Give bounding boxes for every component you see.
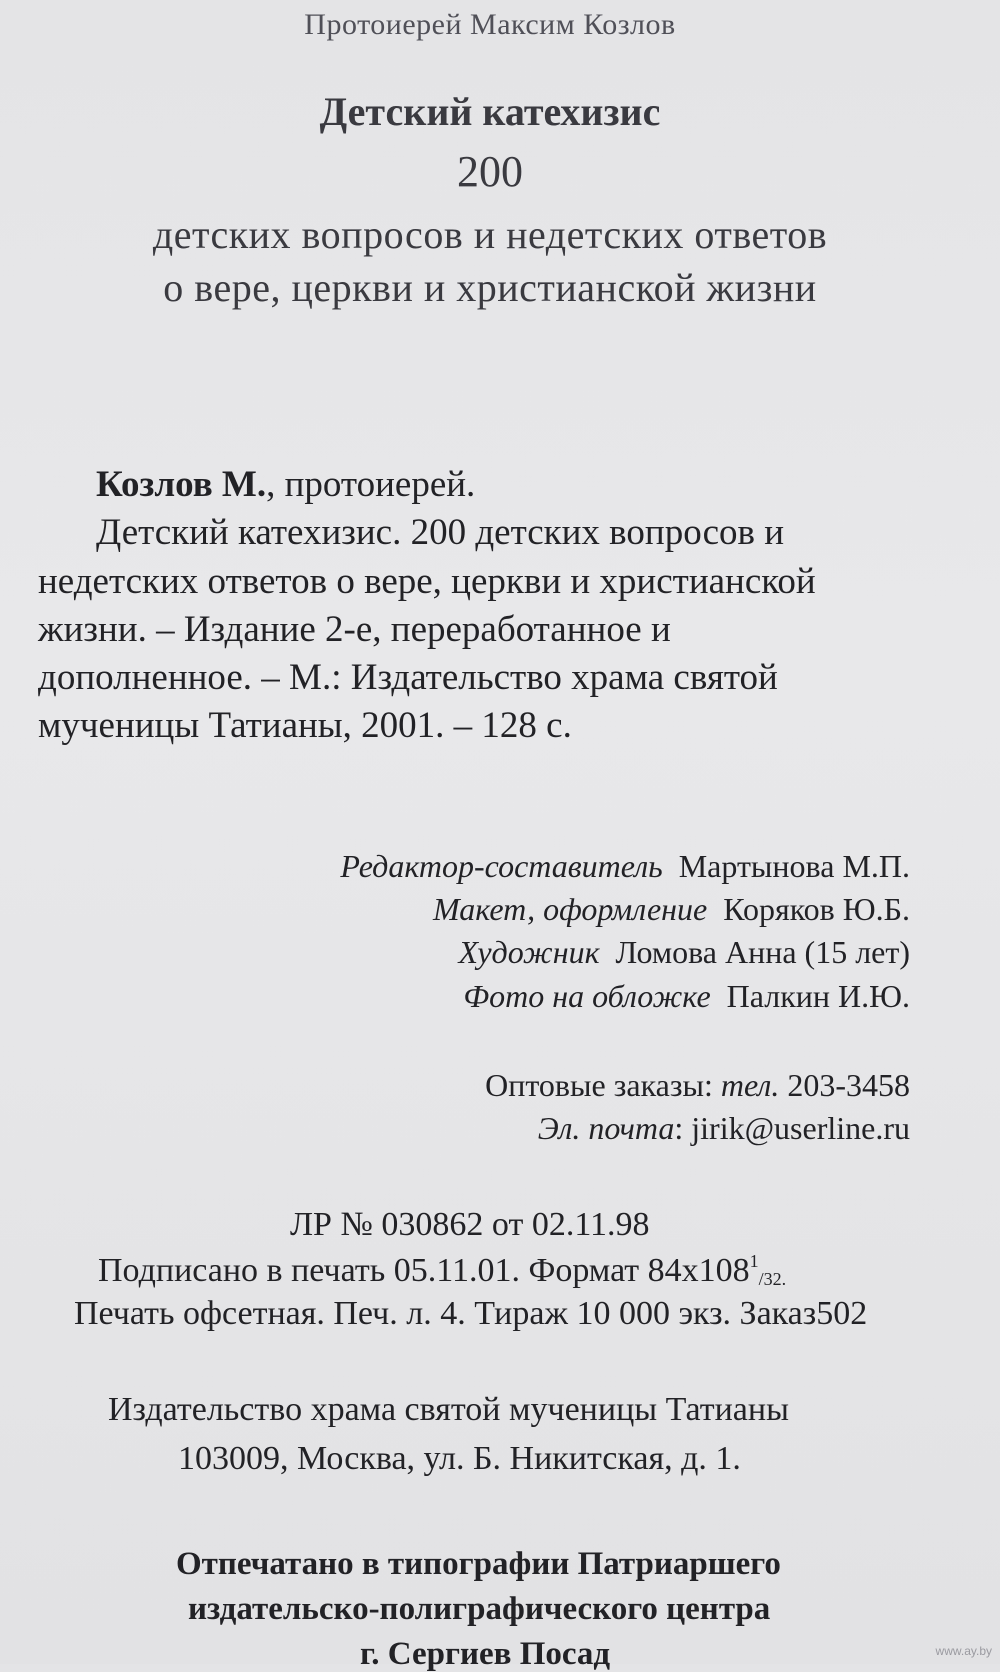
credit-role: Редактор-составитель (340, 848, 663, 884)
biblio-author-name: Козлов М. (96, 464, 267, 505)
credit-role: Фото на обложке (463, 978, 711, 1014)
email-label: Эл. почта (537, 1110, 675, 1146)
printer-line-3: г. Сергиев Посад (360, 1636, 611, 1672)
header-author: Протоиерей Максим Козлов (304, 8, 676, 41)
credit-editor (340, 850, 910, 882)
publisher-name: Издательство храма святой мученицы Татианы (108, 1391, 789, 1428)
print-info: Печать офсетная. Печ. л. 4. Тираж 10 000 экз. Заказ502 (74, 1295, 868, 1332)
biblio-line-5: дополненное. – М.: Издательство храма святой (38, 657, 778, 698)
subtitle-line-1: детских вопросов и недетских ответов (152, 212, 828, 257)
license-number: ЛР № 030862 от 02.11.98 (290, 1206, 650, 1243)
format-sup: 1 (749, 1251, 759, 1271)
format-sub: /32. (758, 1269, 787, 1289)
book-count: 200 (457, 147, 523, 196)
phone-number: 203-3458 (787, 1067, 910, 1103)
subtitle-line-2: о вере, церкви и христианской жизни (163, 265, 817, 310)
printer-line-2: издательско-полиграфического центра (188, 1591, 771, 1627)
credit-layout (433, 893, 910, 925)
orders-label: Оптовые заказы: (485, 1067, 713, 1103)
biblio-line-2: Детский катехизис. 200 детских вопросов и (96, 512, 785, 553)
orders-phone (485, 1069, 910, 1101)
credit-photo (463, 980, 910, 1012)
printer-line-1: Отпечатано в типографии Патриаршего (176, 1546, 781, 1582)
signed-text: Подписано в печать 05.11.01. Формат 84х108 (98, 1252, 750, 1289)
biblio-author-rest: , протоиерей. (266, 464, 476, 505)
phone-label: тел. (720, 1067, 780, 1103)
credit-role: Художник (458, 934, 600, 970)
credit-name: Коряков Ю.Б. (723, 891, 910, 927)
credit-role: Макет, оформление (433, 891, 708, 927)
biblio-line-6: мученицы Татианы, 2001. – 128 с. (38, 705, 572, 746)
credit-name: Ломова Анна (15 лет) (615, 934, 910, 970)
biblio-line-3: недетских ответов о вере, церкви и христианской (38, 561, 816, 602)
publisher-address: 103009, Москва, ул. Б. Никитская, д. 1. (178, 1440, 741, 1477)
biblio-author (96, 466, 475, 503)
orders-email: Эл. почта: jirik@userline.ru (537, 1110, 910, 1146)
signed-format (98, 1252, 786, 1288)
book-title: Детский катехизис (319, 89, 661, 134)
email-address: jirik@userline.ru (691, 1110, 910, 1146)
biblio-line-4: жизни. – Издание 2-е, переработанное и (38, 609, 671, 650)
credit-name: Мартынова М.П. (678, 848, 910, 884)
credit-artist (459, 936, 910, 968)
credit-name: Палкин И.Ю. (726, 978, 910, 1014)
watermark: www.ay.by (935, 1644, 992, 1658)
